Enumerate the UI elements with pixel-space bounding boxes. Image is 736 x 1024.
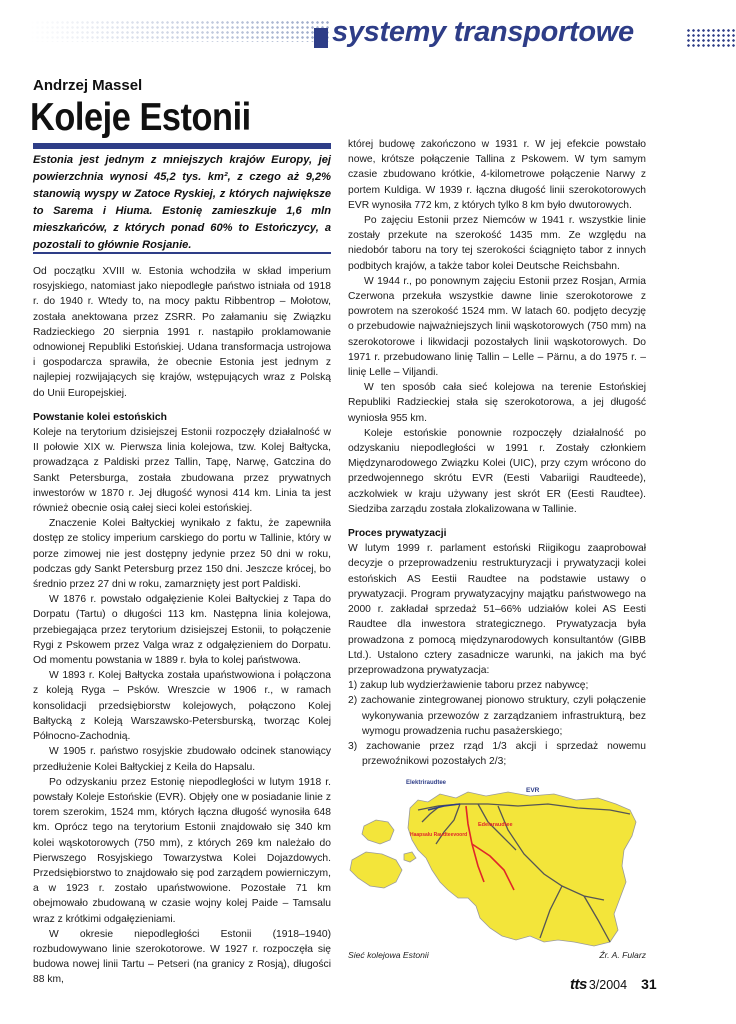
railway-map [348,770,646,948]
map-label-haapsalu: Haapsalu Raudteevoord [410,832,468,838]
paragraph: Od początku XVIII w. Estonia wchodziła w skład imperium rosyjskiego, natomiast jako niepodległe państwo istniała od 1918 r. do 1940 r. Wtedy to, na mocy paktu Ribbentrop – Mołotow, została anektowana przez ZSRR. Po załamaniu się Związku Radzieckiego 20 sierpnia 1991 r. nastąpiło proklamowanie odnowionej Republiki Estońskiej. Udana transformacja ustrojowa i gospodarcza sprawiła, że obecnie Estonia jest jednym z najlepiej rozwijających się krajów, wstępujących wraz z Polską do Unii Europejskiej. [33,266,331,399]
caption-text: Sieć kolejowa Estonii [348,950,429,960]
paragraph: W lutym 1999 r. parlament estoński Riigikogu zaaprobował decyzje o przeprowadzeniu restrukturyzacji i prywatyzacji kolei estońskich AS Eestii Raudtee na podstawie ustawy o prywatyzacji. Program prywatyzacyjny majątku państwowego na 2000 r. zakładał sprzedaż 51–66% udziałów kolei AS Eesti Raudtee dla inwestora strategicznego. Prywatyzacja była prowadzona z pomocą międzynarodowych konsultantów (GIBB Ltd.). Ustalono cztery zasadnicze warunki, na jakich ma być przeprowadzona prywatyzacja: [348,543,646,676]
list-item: 3) zachowanie przez rząd 1/3 akcji i sprzedaż nowemu przewoźnikowi pozostałych 2/3; [348,740,646,768]
paragraph: W okresie niepodległości Estonii (1918–1940) rozbudowywano linie szerokotorowe. W 1927 r. rozpoczęła się budowa nowej linii Tartu – Petseri (na granicy z Rosją), długości 88 km, [33,928,331,986]
page-footer [570,976,657,994]
left-column [33,264,331,988]
map-island-saaremaa [350,852,402,888]
header-accent-bar [314,28,328,48]
magazine-logo: tts [570,976,587,993]
header-dot-pattern-right [686,28,736,48]
caption-source: Źr. A. Fularz [599,950,646,960]
paragraph: W 1944 r., po ponownym zajęciu Estonii przez Rosjan, Armia Czerwona przekuła wszystkie dawne linie szerokotorowe z powrotem na szerokość 1524 mm. W latach 60. podjęto decyzję o przebudowie najważniejszych linii wąskotorowych (750 mm) na szerokotorowe i likwidacji pozostałych linii wąskotorowych. Do 1971 r. przebudowano linię Tallin – Lelle – Pärnu, a do 1975 r. – linię Lelle – Viljandi. [348,275,646,379]
paragraph: W 1905 r. państwo rosyjskie zbudowało odcinek stanowiący przedłużenie Kolei Bałtyckiej z Keila do Hapsalu. [33,746,331,773]
paragraph: W 1893 r. Kolej Bałtycka została upaństwowiona i połączona z koleją Ryga – Psków. Wreszcie w 1906 r., w ramach konsolidacji przedsiębiorstw kolejowych, połączono Kolej Bałtycką z Koleją Warszawsko-Petersburską, tworząc Kolej Północno-Zachodnią. [33,670,331,743]
lead-top-rule [33,143,331,149]
article-title: Koleje Estonii [30,96,251,139]
paragraph: Po zajęciu Estonii przez Niemców w 1941 r. wszystkie linie zostały przekute na szerokość 1435 mm. Ze względu na niedobór taboru na tory tej szerokości ściągnięto tabor z innych podbitych krajów, a także tabor kolei Deutsche Reichsbahn. [348,215,646,272]
paragraph: Koleje estońskie ponownie rozpoczęły działalność po odzyskaniu niepodległości w 1991 r. Zostały członkiem Międzynarodowego Związku Kolei (UIC), przy czym wrócono do przedwojennego skrótu EVR (Eesti Vabariigi Raudteede), aczkolwiek w kraju używany jest skrót ER (Eesti Raudtee). Siedziba zarządu została zlokalizowana w Tallinie. [348,427,646,515]
article-author: Andrzej Massel [33,77,143,94]
paragraph: W ten sposób cała sieć kolejowa na terenie Estońskiej Republiki Radzieckiej stała się szerokotorowa, a jej długość wyniosła 955 km. [348,382,646,424]
map-label-edelaraudtee: Edelaraudtee [478,822,513,828]
map-land [408,792,636,946]
paragraph: W 1876 r. powstało odgałęzienie Kolei Bałtyckiej z Tapa do Dorpatu (Tartu) o długości 113 km. Następna linia kolejowa, przebiegająca przez terytorium dzisiejszej Estonii, to połączenie Rygi z Pskowem przez Valga wraz z odgałęzieniem do Dorpatu. Od momentu powstania w 1889 r. była to kolej państwowa. [33,594,331,667]
header-fade [30,20,330,42]
paragraph: Po odzyskaniu przez Estonię niepodległości w lutym 1918 r. powstały Koleje Estońskie (EVR). Objęły one w posiadanie linie z torem szerokim, 1524 mm, których łączna długość wynosiła 648 km. Oprócz tego na terytorium Estonii znajdowało się 340 km kolei wąskotorowych (750 mm), z których 269 km należało do Pierwszego Rosyjskiego Towarzystwa Kolei Dojazdowych. Przedsiębiorstwo to znajdowało się pod zarządem powierniczym, a w 1923 r. zostało upaństwowione. Pozostałe 71 km obejmowało zbudowaną w czasie wojny kolej Paide – Tamsalu wraz z krótkimi odgałęzieniami. [33,776,331,925]
map-caption [348,950,646,960]
map-label-evr: EVR [526,787,540,794]
map-island-hiiumaa [362,820,394,844]
issue-number: 3/2004 [588,978,628,992]
page-number: 31 [641,976,657,992]
map-island-muhu [404,852,416,862]
list-item: 1) zakup lub wydzierżawienie taboru przez nabywcę; [348,680,589,692]
conditions-list [348,678,646,769]
list-item: 2) zachowanie zintegrowanej pionowo struktury, czyli połączenie wykonywania przewozów z zarządzaniem infrastrukturą, bez wymogu prowadzenia ruchu pasażerskiego; [348,695,646,737]
section-heading: Proces prywatyzacji [348,528,447,540]
paragraph: Znaczenie Kolei Bałtyckiej wynikało z faktu, że zapewniła dostęp ze stolicy imperium carskiego do portu w Tallinie, który w porze zimowej nie jest dostępny jedynie przez 50 dni w roku, podczas gdy Sankt Petersburg przez 150 dni. Jeszcze krócej, bo średnio przez 27 dni w roku, zamarznięty jest port Paldiski. [33,518,331,591]
section-heading: Powstanie kolei estońskich [33,411,167,423]
article-lead: Estonia jest jednym z mniejszych krajów Europy, jej powierzchnia wynosi 45,2 tys. km², z czego aż 9,2% stanowią wyspy w Zatoce Ryskiej, z których największe to Sarema i Hiuma. Estonię zamieszkuje 1,6 mln mieszkańców, z których ponad 60% to Estończycy, a pozostali to głównie Rosjanie. [33,154,331,251]
railway-map-svg [348,770,646,948]
paragraph: której budowę zakończono w 1931 r. W jej efekcie powstało nowe, krótsze połączenie Tallina z Pskowem. W tym samym czasie zbudowano krótkie, 4-kilometrowe połączenie Narwy z portem Kuldiga. W 1939 r. łączna długość linii szerokotorowych EVR wynosiła 772 km, z których tylko 8 km było dwutorowych. [348,139,646,211]
lead-bottom-rule [33,252,331,254]
section-title: systemy transportowe [332,16,634,48]
right-column [348,137,646,769]
map-label-elektriraudtee: Elektriraudtee [406,780,447,786]
paragraph: Koleje na terytorium dzisiejszej Estonii rozpoczęły działalność w II połowie XIX w. Pierwsza linia kolejowa, tzw. Kolej Bałtycka, prowadząca z Paldiski przez Tallin, Tapę, Narwę, Gatczina do Sankt Petersburga, została zbudowana przez prywatnych inwestorów w 1870 r. Jej długość wynosi 414 km. Linia ta jest również obecnie osią całej sieci kolei estońskiej. [33,427,331,515]
